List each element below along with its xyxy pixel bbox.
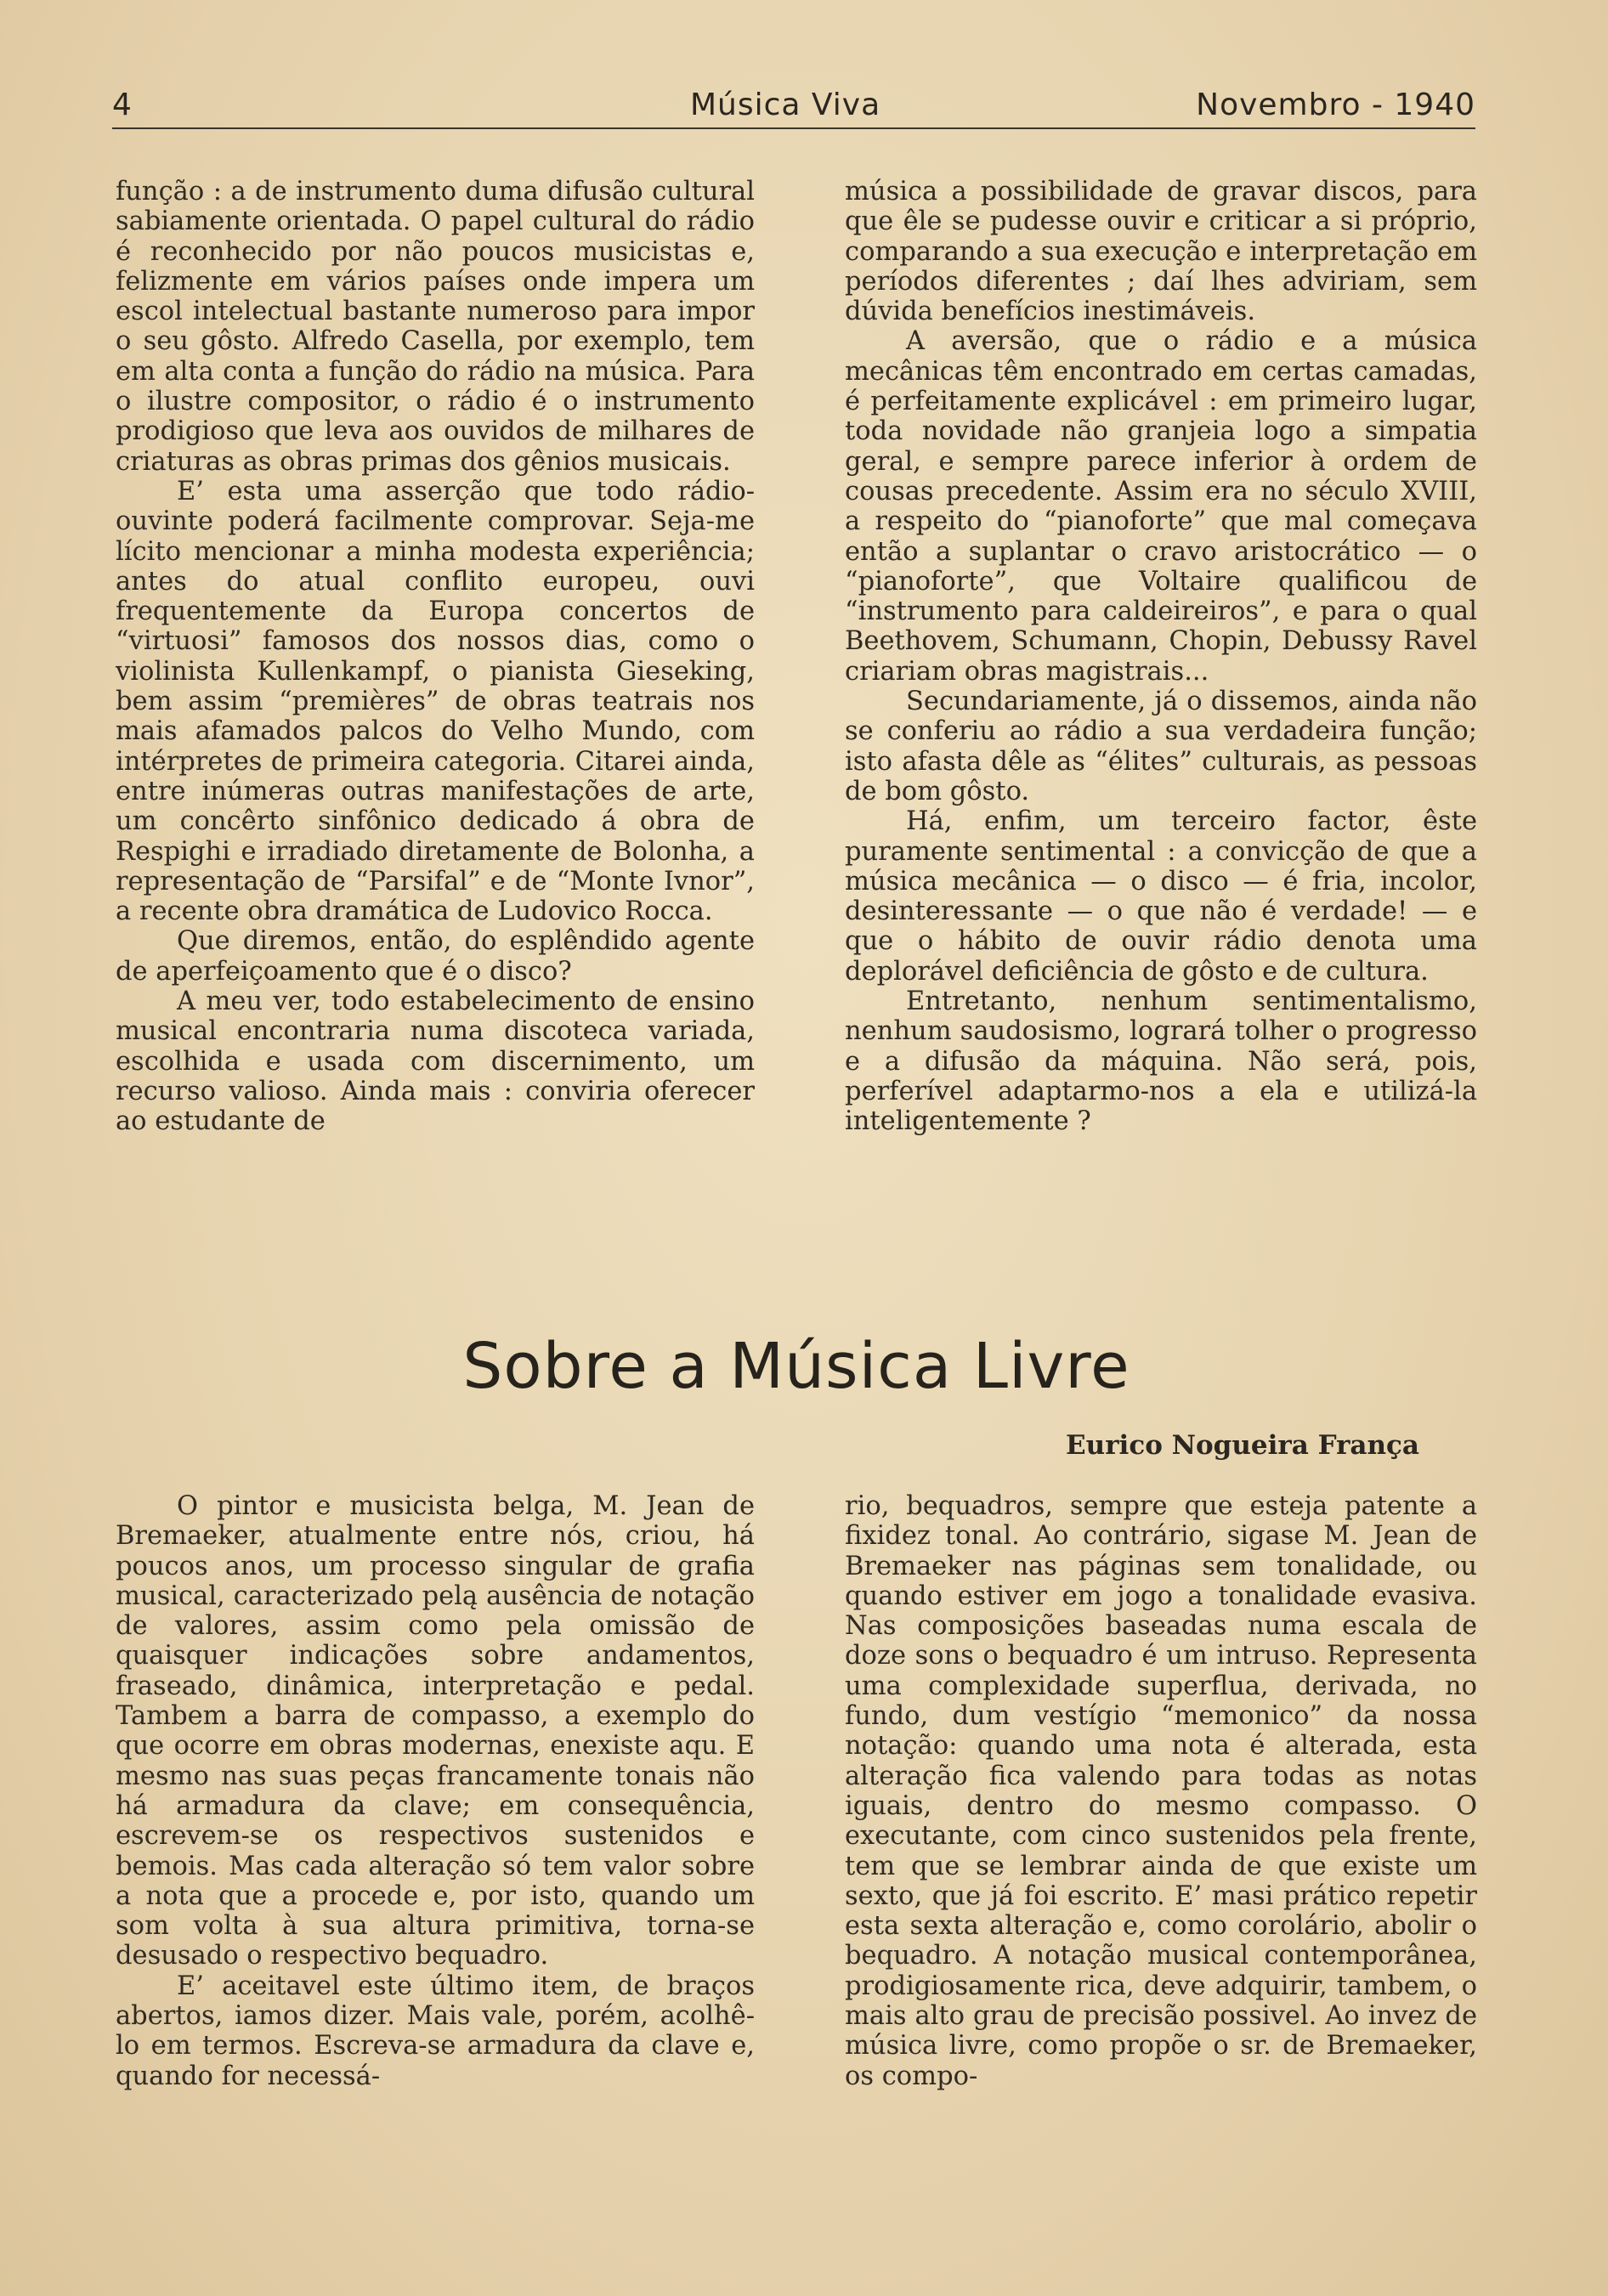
page-number: 4 — [112, 88, 132, 122]
article2-column-left — [116, 1491, 755, 2188]
paragraph: função : a de instrumento duma difusão cultural sabiamente orientada. O papel cultural do rádio é reconhecido por não poucos musicistas e, felizmente em vários países onde impera um escol intelectual bastante numeroso para impor o seu gôsto. Alfredo Casella, por exemplo, tem em alta conta a função do rádio na música. Para o ilustre compositor, o rádio é o instrumento prodigioso que leva aos ouvidos de milhares de criaturas as obras primas dos gênios musicais. — [116, 177, 755, 477]
paragraph: A aversão, que o rádio e a música mecânicas têm encontrado em certas camadas, é perfeitamente explicável : em primeiro lugar, toda novidade não granjeia logo a simpatia geral, e sempre parece inferior à ordem de cousas precedente. Assim era no século XVIII, a respeito do “pianoforte” que mal começava então a suplantar o cravo aristocrático — o “pianoforte”, que Voltaire qualificou de “instrumento para caldeireiros”, e para o qual Beethovem, Schumann, Chopin, Debussy Ravel criariam obras magistrais... — [845, 326, 1477, 687]
paragraph: E’ aceitavel este último item, de braços abertos, iamos dizer. Mais vale, porém, acolhê-lo em termos. Escreva-se armadura da clave e, quando for necessá- — [116, 1971, 755, 2091]
paragraph: música a possibilidade de gravar discos, para que êle se pudesse ouvir e criticar a si próprio, comparando a sua execução e interpretação em períodos diferentes ; daí lhes adviriam, sem dúvida benefícios inestimáveis. — [845, 177, 1477, 327]
paragraph: A meu ver, todo estabelecimento de ensino musical encontraria numa discoteca variada, escolhida e usada com discernimento, um recurso valioso. Ainda mais : conviria oferecer ao estudante de — [116, 987, 755, 1137]
paragraph: rio, bequadros, sempre que esteja patente a fixidez tonal. Ao contrário, sigase M. Jean de Bremaeker nas páginas sem tonalidade, ou quando estiver em jogo a tonalidade evasiva. Nas composições baseadas numa escala de doze sons o bequadro é um intruso. Representa uma complexidade superflua, derivada, no fundo, dum vestígio “memonico” da nossa notação: quando uma nota é alterada, esta alteração fica valendo para todas as notas iguais, dentro do mesmo compasso. O executante, com cinco sustenidos pela frente, tem que se lembrar ainda de que existe um sexto, que já foi escrito. E’ masi prático repetir esta sexta alteração e, como corolário, abolir o bequadro. A notação musical contemporânea, prodigiosamente rica, deve adquirir, tambem, o mais alto grau de precisão possivel. Ao invez de música livre, como propõe o sr. de Bremaeker, os compo- — [845, 1491, 1477, 2091]
article1-column-left — [116, 177, 755, 1273]
paragraph: Há, enfim, um terceiro factor, êste puramente sentimental : a convicção de que a música mecânica — o disco — é fria, incolor, desinteressante — o que não é verdade! — e que o hábito de ouvir rádio denota uma deplorável deficiência de gôsto e de cultura. — [845, 806, 1477, 987]
article1-column-right — [845, 177, 1477, 1273]
paragraph: Que diremos, então, do esplêndido agente de aperfeiçoamento que é o disco? — [116, 926, 755, 987]
article-author: Eurico Nogueira França — [1066, 1430, 1419, 1461]
paragraph: Entretanto, nenhum sentimentalismo, nenhum saudosismo, logrará tolher o progresso e a difusão da máquina. Não será, pois, perferível adaptarmo-nos a ela e utilizá-la inteligentemente ? — [845, 987, 1477, 1137]
page-header — [112, 83, 1475, 129]
issue-date: Novembro - 1940 — [1196, 88, 1475, 122]
masthead: Música Viva — [690, 88, 881, 122]
paragraph: O pintor e musicista belga, M. Jean de Bremaeker, atualmente entre nós, criou, há poucos anos, um processo singular de grafia musical, caracterizado pelą ausência de notação de valores, assim como pela omissão de quaisquer indicações sobre andamentos, fraseado, dinâmica, interpretação e pedal. Tambem a barra de compasso, a exemplo do que ocorre em obras modernas, enexiste aqu. E mesmo nas suas peças francamente tonais não há armadura da clave; em consequência, escrevem-se os respectivos sustenidos e bemois. Mas cada alteração só tem valor sobre a nota que a procede e, por isto, quando um som volta à sua altura primitiva, torna-se desusado o respectivo bequadro. — [116, 1491, 755, 1971]
paragraph: E’ esta uma asserção que todo rádio-ouvinte poderá facilmente comprovar. Seja-me lícito mencionar a minha modesta experiência; antes do atual conflito europeu, ouvi frequentemente da Europa concertos de “virtuosi” famosos dos nossos dias, como o violinista Kullenkampf, o pianista Gieseking, bem assim “premières” de obras teatrais nos mais afamados palcos do Velho Mundo, com intérpretes de primeira categoria. Citarei ainda, entre inúmeras outras manifestações de arte, um concêrto sinfônico dedicado á obra de Respighi e irradiado diretamente de Bolonha, a representação de “Parsifal” e de “Monte Ivnor”, a recente obra dramática de Ludovico Rocca. — [116, 476, 755, 927]
paragraph: Secundariamente, já o dissemos, ainda não se conferiu ao rádio a sua verdadeira função; isto afasta dêle as “élites” culturais, as pessoas de bom gôsto. — [845, 687, 1477, 806]
article-title: Sobre a Música Livre — [462, 1330, 1130, 1403]
article2-column-right — [845, 1491, 1477, 2188]
